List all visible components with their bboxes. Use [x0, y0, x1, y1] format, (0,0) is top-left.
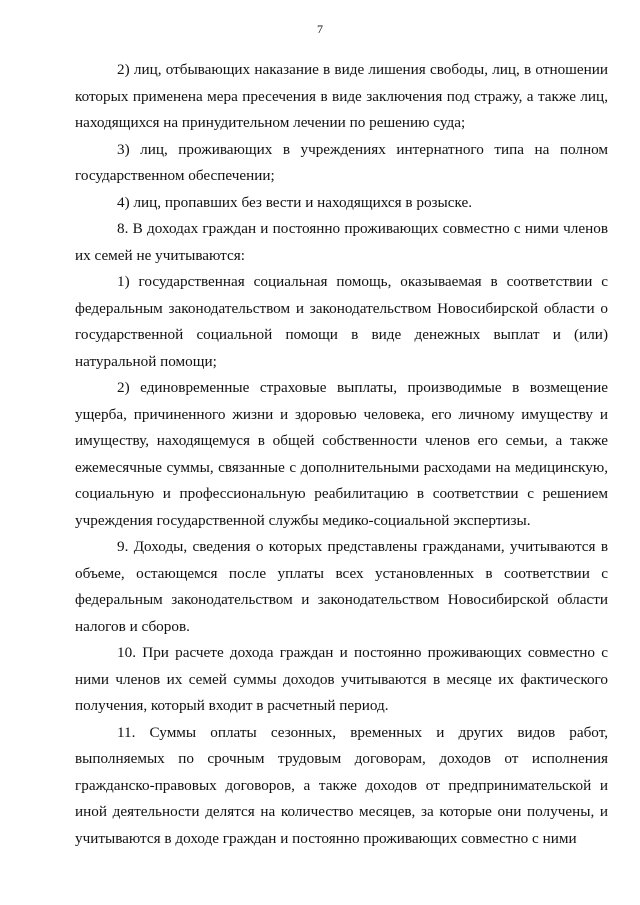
paragraph-section-11: 11. Суммы оплаты сезонных, временных и других видов работ, выполняемых по срочным трудовым договорам, доходов от исполнения гражданско-правовых договоров, а также доходов от предпринимательской и иной деятельности делятся на количество месяцев, за которые они получены, и учитываются в доходе граждан и постоянно проживающих совместно с ними [75, 723, 608, 847]
paragraph-section-8-item-1: 1) государственная социальная помощь, оказываемая в соответствии с федеральным законодательством и законодательством Новосибирской области о государственной социальной помощи в виде денежных выплат и (или) натуральной помощи; [75, 273, 608, 370]
paragraph-section-9: 9. Доходы, сведения о которых представлены гражданами, учитываются в объеме, остающемся после уплаты всех установленных в соответствии с федеральным законодательством и законодательством Новосибирской области налогов и сборов. [75, 538, 608, 635]
document-body [75, 57, 608, 852]
page-number: 7 [317, 22, 323, 36]
paragraph-item-3: 3) лиц, проживающих в учреждениях интернатного типа на полном государственном обеспечении; [75, 140, 608, 184]
paragraph-section-8: 8. В доходах граждан и постоянно проживающих совместно с ними членов их семей не учитываются: [75, 220, 608, 264]
paragraph-section-10: 10. При расчете дохода граждан и постоянно проживающих совместно с ними членов их семей суммы доходов учитываются в месяце их фактического получения, который входит в расчетный период. [75, 644, 608, 714]
paragraph-item-2: 2) лиц, отбывающих наказание в виде лишения свободы, лиц, в отношении которых применена мера пресечения в виде заключения под стражу, а также лиц, находящихся на принудительном лечении по решению суда; [75, 61, 608, 131]
paragraph-section-8-item-2: 2) единовременные страховые выплаты, производимые в возмещение ущерба, причиненного жизни и здоровью человека, его личному имуществу и имуществу, находящемуся в общей собственности членов его семьи, а также ежемесячные суммы, связанные с дополнительными расходами на медицинскую, социальную и профессиональную реабилитацию в соответствии с решением учреждения государственной службы медико-социальной экспертизы. [75, 379, 608, 529]
paragraph-item-4: 4) лиц, пропавших без вести и находящихся в розыске. [117, 193, 473, 211]
